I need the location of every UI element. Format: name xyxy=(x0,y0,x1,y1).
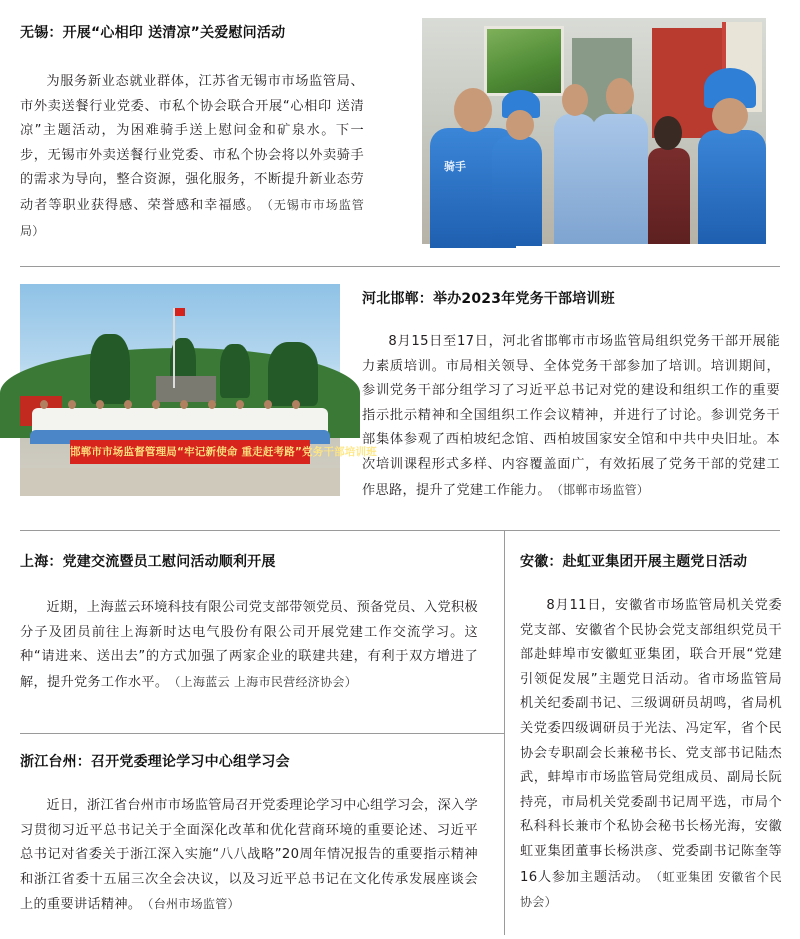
wuxi-body-text: 为服务新业态就业群体，江苏省无锡市市场监管局、市外卖送餐行业党委、市私个协会联合开展“心相印 送清凉”主题活动，为困难骑手送上慰问金和矿泉水。下一步，无锡市外卖送餐行业党委、市私个协会将以外卖骑手的需求为导向，整合资源，强化服务，不断提升新业态劳动者等职业获得感、荣誉感和幸福感。 xyxy=(20,74,364,213)
face xyxy=(264,400,272,409)
zhejiang-title: 浙江台州：召开党委理论学习中心组学习会 xyxy=(20,754,290,770)
divider-3 xyxy=(20,733,504,734)
face xyxy=(40,400,48,409)
wuxi-source: （无锡市市场监管局） xyxy=(20,197,364,238)
face xyxy=(180,400,188,409)
tree-1 xyxy=(90,334,130,404)
officer-back-head xyxy=(562,84,588,116)
wuxi-title: 无锡：开展“心相印 送清凉”关爱慰问活动 xyxy=(20,25,286,41)
tree-4 xyxy=(268,342,318,406)
face xyxy=(68,400,76,409)
officer-center xyxy=(592,114,648,244)
divider-1 xyxy=(20,266,780,267)
rider-second-head xyxy=(506,110,534,140)
handan-source: （邯郸市场监管） xyxy=(556,482,650,497)
officer-center-head xyxy=(606,78,634,114)
zhejiang-source: （台州市场监管） xyxy=(147,897,240,912)
face xyxy=(208,400,216,409)
anhui-body xyxy=(520,594,782,916)
divider-2 xyxy=(20,530,780,531)
face xyxy=(152,400,160,409)
sculpture-group xyxy=(156,376,216,402)
face xyxy=(124,400,132,409)
handan-title: 河北邯郸：举办2023年党务干部培训班 xyxy=(362,291,615,307)
handan-photo xyxy=(20,284,377,496)
anhui-body-text: 8月11日，安徽省市场监管局机关党委党支部、安徽省个民协会党支部组织党员干部赴蚌埠市安徽虹亚集团，联合开展“党建引领促发展”主题党日活动。省市场监管局机关纪委副书记、三级调研员胡鸣，省局机关党委四级调研员于光法、冯定军，省个民协会专职副会长兼秘书长、党支部书记陆杰武，蚌埠市市场监管局党组成员、副局长阮持亮，市局机关党委副书记周平选，市局个私科科长兼市个私协会秘书长杨光海，安徽虹亚集团董事长杨洪彦、党委副书记陈奎等16人参加主题活动。 xyxy=(520,598,782,885)
zhejiang-body-text: 近日，浙江省台州市市场监管局召开党委理论学习中心组学习会，深入学习贯彻习近平总书记关于全面深化改革和优化营商环境的重要论述、习近平总书记对省委关于浙江深入实施“八八战略”20周年情况报告的重要指示精神和浙江省委十五届三次全会决议，以及习近平总书记在文化传承发展座谈会上的重要讲话精神。 xyxy=(20,798,478,913)
flag-pole xyxy=(173,308,175,388)
handan-body xyxy=(362,330,780,503)
rider-right-head xyxy=(712,98,748,134)
plaza-ground xyxy=(20,468,340,496)
shanghai-body-text: 近期，上海蓝云环境科技有限公司党支部带领党员、预备党员、入党积极分子及团员前往上海新时达电气股份有限公司开展党建工作交流学习。这种“请进来、送出去”的方式加强了两家企业的联建共建，有利于双方增进了解，提升党务工作水平。 xyxy=(20,600,478,690)
face xyxy=(96,400,104,409)
flag-icon xyxy=(175,308,185,316)
tree-3 xyxy=(220,344,250,398)
zhejiang-body xyxy=(20,794,478,918)
rider-second xyxy=(492,136,542,246)
rider-right xyxy=(698,130,766,244)
rider-left-head xyxy=(454,88,492,132)
shanghai-body xyxy=(20,596,478,695)
face xyxy=(236,400,244,409)
handan-body-text: 8月15日至17日，河北省邯郸市市场监管局组织党务干部开展能力素质培训。市局相关领导、全体党务干部参加了培训。培训期间，参训党务干部分组学习了习近平总书记对党的建设和组织工作的重要指示批示精神和全国组织工作会议精神，并进行了讨论。参训党务干部集体参观了西柏坡纪念馆、西柏坡国家安全馆和中共中央旧址。本次培训课程形式多样、内容覆盖面广，有效拓展了党务干部的党建工作思路，提升了党建工作能力。 xyxy=(362,334,780,498)
wuxi-photo xyxy=(422,18,766,244)
officer-back xyxy=(554,114,596,244)
column-divider xyxy=(504,531,505,935)
shanghai-source: （上海蓝云 上海市民营经济协会） xyxy=(174,674,357,689)
anhui-title: 安徽：赴虹亚集团开展主题党日活动 xyxy=(520,554,748,570)
face xyxy=(292,400,300,409)
window xyxy=(484,26,564,96)
handan-banner: 邯郸市市场监督管理局“牢记新使命 重走赶考路”党务干部培训班 xyxy=(70,440,310,464)
wuxi-body xyxy=(20,70,364,244)
anhui-source: （虹亚集团 安徽省个民协会） xyxy=(520,869,782,910)
shanghai-title: 上海：党建交流暨员工慰问活动顺利开展 xyxy=(20,554,276,570)
woman-head xyxy=(654,116,682,150)
vest-text-left: 骑手 xyxy=(444,160,466,173)
woman-dress xyxy=(648,148,690,244)
